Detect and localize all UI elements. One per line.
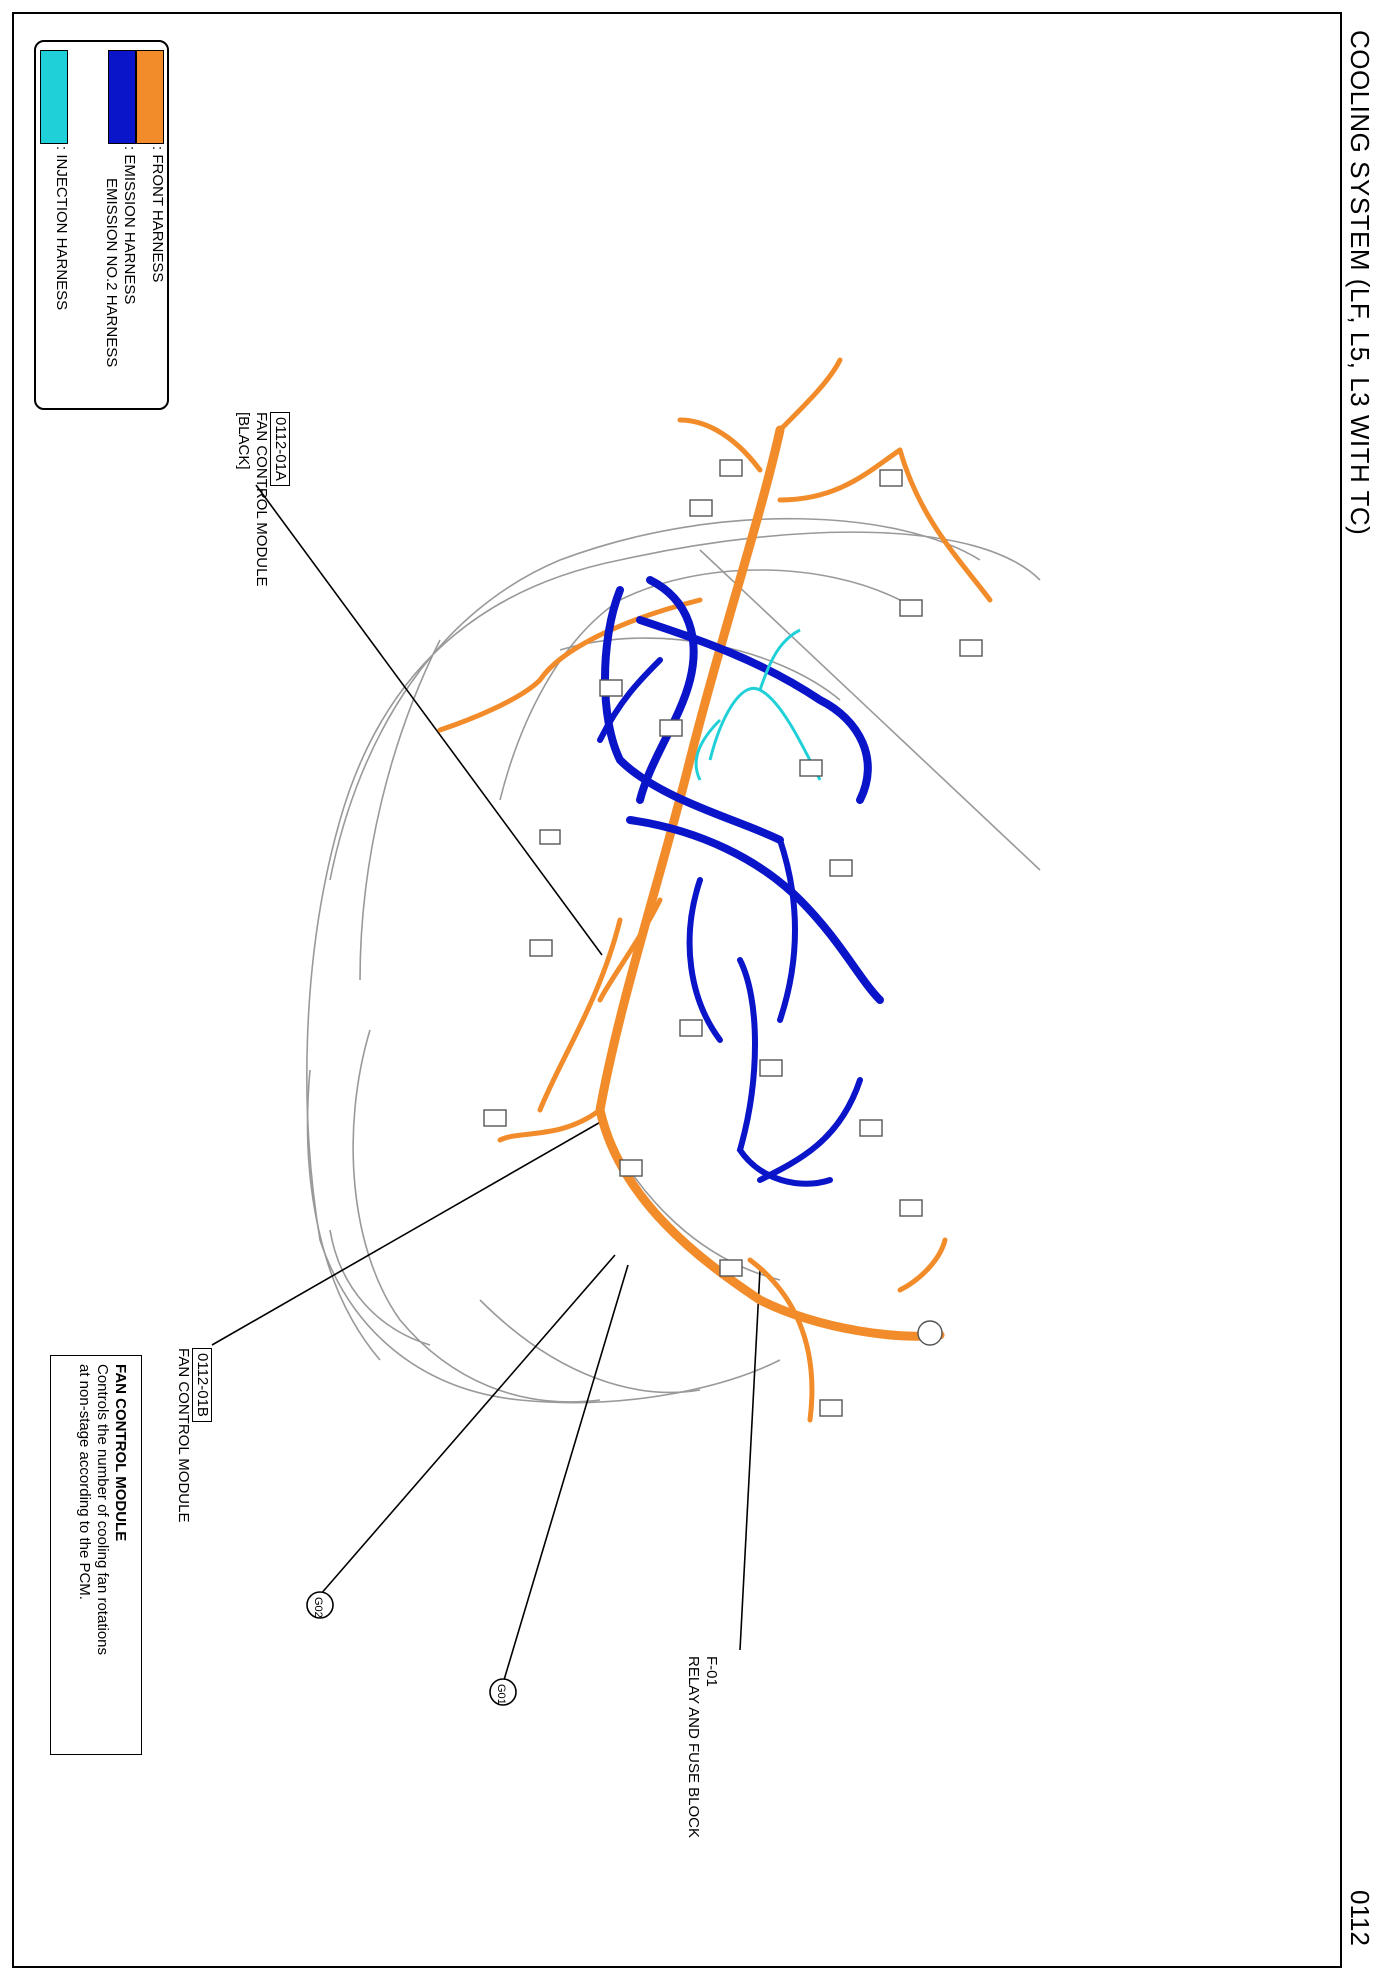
callout-fcm-b-name: FAN CONTROL MODULE: [175, 1348, 192, 1523]
ground-g01-label: G01: [495, 1684, 507, 1705]
legend-label-front: : FRONT HARNESS: [149, 146, 166, 283]
callout-fcm-a-detail: [BLACK]: [235, 412, 252, 470]
ground-g02: [307, 1592, 333, 1618]
note-heading: FAN CONTROL MODULE: [112, 1364, 129, 1542]
legend-label-injection: : INJECTION HARNESS: [53, 146, 70, 311]
front-harness: [440, 360, 990, 1420]
ground-g01: [490, 1679, 516, 1705]
note-line-2: at non-stage according to the PCM.: [76, 1364, 93, 1600]
legend-label-emission: : EMISSION HARNESS: [121, 146, 138, 305]
callout-relay-name: RELAY AND FUSE BLOCK: [685, 1656, 702, 1839]
callout-fcm-b-code: 0112-01B: [192, 1348, 212, 1422]
callout-fcm-a-code: 0112-01A: [270, 412, 290, 486]
note-line-1: Controls the number of cooling fan rotations: [94, 1364, 111, 1655]
page-number: 0112: [1345, 1890, 1375, 1946]
leader-lines: [212, 485, 760, 1680]
emission-harness: [600, 580, 880, 1184]
callout-relay-code: F-01: [703, 1656, 720, 1687]
ground-g02-label: G02: [312, 1597, 324, 1618]
legend-label-emission-no2: EMISSION NO.2 HARNESS: [103, 178, 120, 368]
callout-fcm-a-name: FAN CONTROL MODULE: [253, 412, 270, 587]
page-title: COOLING SYSTEM (LF, L5, L3 WITH TC): [1345, 30, 1375, 536]
